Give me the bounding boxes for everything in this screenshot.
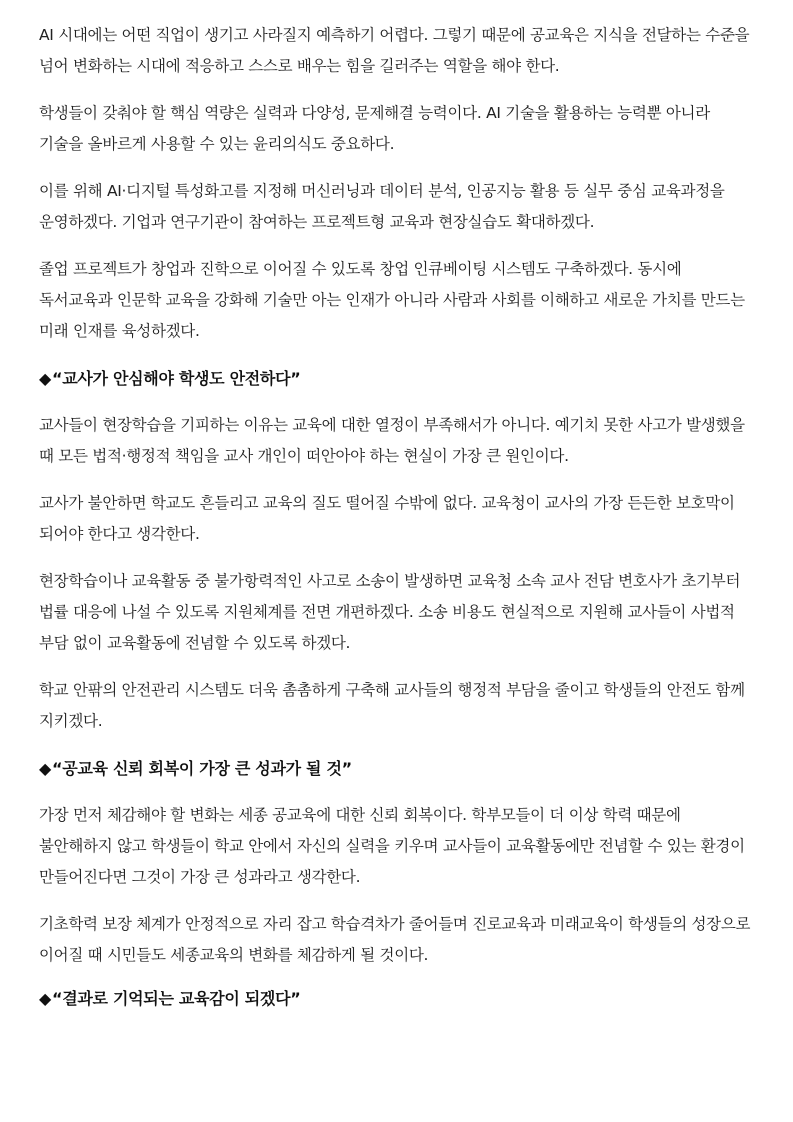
- paragraph-ai-era: AI 시대에는 어떤 직업이 생기고 사라질지 예측하기 어렵다. 그렇기 때문에 공교육은 지식을 전달하는 수준을 넘어 변화하는 시대에 적응하고 스스로 배우는 힘을 길러주는 역할을 해야 한다.: [39, 26, 750, 75]
- paragraph-trust-recovery: 가장 먼저 체감해야 할 변화는 세종 공교육에 대한 신뢰 회복이다. 학부모들이 더 이상 학력 때문에 불안해하지 않고 학생들이 학교 안에서 자신의 실력을 키우며 교사들이 교육활동에만 전념할 수 있는 환경이 만들어진다면 그것이 가장 큰 성과라고 생각한다.: [39, 806, 745, 886]
- paragraph-teacher-protection: 교사가 불안하면 학교도 흔들리고 교육의 질도 떨어질 수밖에 없다. 교육청이 교사의 가장 든든한 보호막이 되어야 한다고 생각한다.: [39, 494, 735, 543]
- section-heading-teacher-safety: [39, 363, 755, 394]
- section-heading-text: “공교육 신뢰 회복이 가장 큰 성과가 될 것”: [52, 759, 352, 778]
- paragraph-basic-literacy: 기초학력 보장 체계가 안정적으로 자리 잡고 학습격차가 줄어들며 진로교육과 미래교육이 학생들의 성장으로 이어질 때 시민들도 세종교육의 변화를 체감하게 될 것이다.: [39, 915, 751, 964]
- paragraph-field-trip-avoidance: 교사들이 현장학습을 기피하는 이유는 교육에 대한 열정이 부족해서가 아니다. 예기치 못한 사고가 발생했을 때 모든 법적·행정적 책임을 교사 개인이 떠안아야 하는 현실이 가장 큰 원인이다.: [39, 416, 745, 465]
- section-heading-remembered-by-results: [39, 983, 755, 1014]
- paragraph-legal-support: 현장학습이나 교육활동 중 불가항력적인 사고로 소송이 발생하면 교육청 소속 교사 전담 변호사가 초기부터 법률 대응에 나설 수 있도록 지원체계를 전면 개편하겠다. 소송 비용도 현실적으로 지원해 교사들이 사법적 부담 없이 교육활동에 전념할 수 있도록 하겠다.: [39, 572, 741, 652]
- paragraph-safety-management: 학교 안팎의 안전관리 시스템도 더욱 촘촘하게 구축해 교사들의 행정적 부담을 줄이고 학생들의 안전도 함께 지키겠다.: [39, 681, 745, 730]
- paragraph-core-competencies: 학생들이 갖춰야 할 핵심 역량은 실력과 다양성, 문제해결 능력이다. AI 기술을 활용하는 능력뿐 아니라 기술을 올바르게 사용할 수 있는 윤리의식도 중요하다.: [39, 104, 710, 153]
- section-heading-public-trust: [39, 753, 755, 784]
- section-heading-text: “결과로 기억되는 교육감이 되겠다”: [52, 989, 301, 1008]
- paragraph-ai-digital-school: 이를 위해 AI·디지털 특성화고를 지정해 머신러닝과 데이터 분석, 인공지능 활용 등 실무 중심 교육과정을 운영하겠다. 기업과 연구기관이 참여하는 프로젝트형 교육과 현장실습도 확대하겠다.: [39, 182, 725, 231]
- diamond-marker-icon: ◆: [39, 989, 52, 1008]
- section-heading-text: “교사가 안심해야 학생도 안전하다”: [52, 369, 301, 388]
- diamond-marker-icon: ◆: [39, 369, 52, 388]
- diamond-marker-icon: ◆: [39, 759, 52, 778]
- paragraph-startup-incubation: 졸업 프로젝트가 창업과 진학으로 이어질 수 있도록 창업 인큐베이팅 시스템도 구축하겠다. 동시에 독서교육과 인문학 교육을 강화해 기술만 아는 인재가 아니라 사람과 사회를 이해하고 새로운 가치를 만드는 미래 인재를 육성하겠다.: [39, 260, 745, 340]
- article-body: [39, 20, 755, 1030]
